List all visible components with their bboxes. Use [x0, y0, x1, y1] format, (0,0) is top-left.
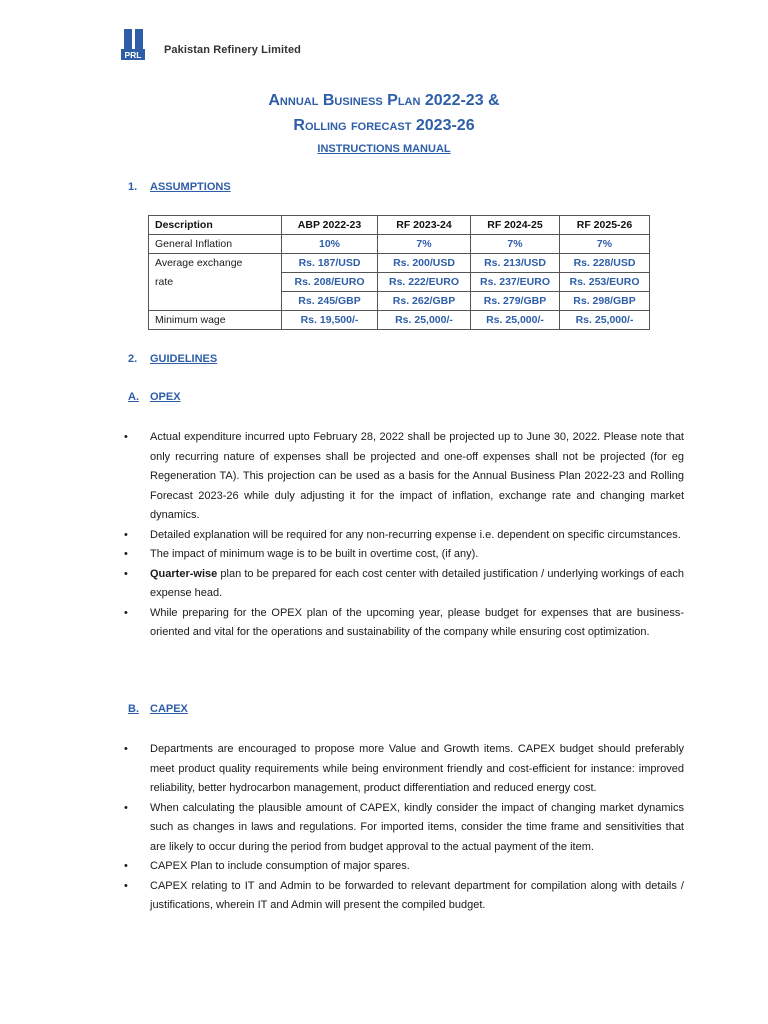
- subsection-label: OPEX: [150, 391, 181, 403]
- table-row: [149, 235, 650, 254]
- list-item: • While preparing for the OPEX plan of the upcoming year, please budget for expenses that are business-oriented and vital for the operations and sustainability of the company while ensuring cost optimization.: [124, 604, 684, 643]
- list-item: • CAPEX relating to IT and Admin to be forwarded to relevant department for compilation along with details / justifications, wherein IT and Admin will present the compiled budget.: [124, 877, 684, 916]
- header-cell: RF 2024-25: [471, 216, 560, 235]
- table-cell: 7%: [378, 235, 471, 254]
- table-cell: Rs. 25,000/-: [378, 311, 471, 330]
- title-line1: Annual Business Plan 2022-23 &: [268, 92, 500, 109]
- company-name: Pakistan Refinery Limited: [164, 44, 301, 56]
- table-cell: Rs. 262/GBP: [378, 292, 471, 311]
- table-cell: Rs. 25,000/-: [471, 311, 560, 330]
- svg-text:PRL: PRL: [124, 50, 142, 60]
- table-cell: Rs. 253/EURO: [560, 273, 650, 292]
- subsection-letter: A.: [128, 391, 139, 403]
- table-cell: 10%: [282, 235, 378, 254]
- table-cell: Rs. 208/EURO: [282, 273, 378, 292]
- table-cell: 7%: [560, 235, 650, 254]
- subtitle: INSTRUCTIONS MANUAL: [317, 143, 451, 155]
- opex-list: [124, 428, 684, 643]
- table-cell: Rs. 213/USD: [471, 254, 560, 273]
- row-label: rate: [149, 273, 282, 292]
- table-row: [149, 254, 650, 273]
- subsection-capex: [128, 703, 188, 715]
- prl-logo: [119, 27, 147, 61]
- list-item: • When calculating the plausible amount of CAPEX, kindly consider the impact of changing market dynamics such as changes in laws and regulations. For imported items, consider the time frame and sensitivities that are likely to occur during the period from budget approval to the actual payment of the item.: [124, 799, 684, 858]
- list-item: • Actual expenditure incurred upto February 28, 2022 shall be projected up to June 30, 2022. Please note that only recurring nature of expenses shall be projected and one-off expenses shall not be projected (for eg Regeneration TA). This projection can be used as a basis for the Annual Business Plan 2022-23 and Rolling Forecast 2023-26 while duly adjusting it for the impact of inflation, exchange rate and changing market dynamics.: [124, 428, 684, 526]
- section-assumptions: [128, 181, 231, 193]
- row-label: Minimum wage: [149, 311, 282, 330]
- list-item: • CAPEX Plan to include consumption of major spares.: [124, 857, 684, 877]
- prl-logo-icon: [119, 27, 147, 61]
- header-cell: RF 2025-26: [560, 216, 650, 235]
- table-cell: Rs. 200/USD: [378, 254, 471, 273]
- title-line2: Rolling forecast 2023-26: [293, 117, 475, 134]
- section-label: GUIDELINES: [150, 353, 218, 365]
- section-number: 1.: [128, 181, 138, 193]
- table-cell: Rs. 19,500/-: [282, 311, 378, 330]
- list-item-text: plan to be prepared for each cost center with detailed justification / underlying workings of each expense head.: [150, 567, 684, 599]
- table-row: [149, 311, 650, 330]
- section-label: ASSUMPTIONS: [150, 181, 231, 193]
- table-header-row: [149, 216, 650, 235]
- row-label: General Inflation: [149, 235, 282, 254]
- row-label: Average exchange: [149, 254, 282, 273]
- table-cell: Rs. 245/GBP: [282, 292, 378, 311]
- header-cell: ABP 2022-23: [282, 216, 378, 235]
- table-cell: Rs. 237/EURO: [471, 273, 560, 292]
- assumptions-table: [148, 215, 650, 330]
- list-item: • Departments are encouraged to propose more Value and Growth items. CAPEX budget should preferably meet product quality requirements while being environment friendly and cost-efficient for instance: improved reliability, better hydrocarbon management, product differentiation and reduced energy cost.: [124, 740, 684, 799]
- table-cell: Rs. 228/USD: [560, 254, 650, 273]
- table-cell: Rs. 187/USD: [282, 254, 378, 273]
- list-item: • Detailed explanation will be required for any non-recurring expense i.e. dependent on specific circumstances.: [124, 526, 684, 546]
- table-row: [149, 273, 650, 292]
- table-cell: Rs. 222/EURO: [378, 273, 471, 292]
- header-cell: RF 2023-24: [378, 216, 471, 235]
- row-label-empty: [149, 292, 282, 311]
- table-cell: Rs. 298/GBP: [560, 292, 650, 311]
- section-number: 2.: [128, 353, 138, 365]
- table-cell: 7%: [471, 235, 560, 254]
- section-guidelines: [128, 353, 217, 365]
- table-cell: Rs. 279/GBP: [471, 292, 560, 311]
- capex-list: [124, 740, 684, 916]
- emphasis-text: Quarter-wise: [150, 567, 218, 580]
- table-cell: Rs. 25,000/-: [560, 311, 650, 330]
- header-cell: Description: [149, 216, 282, 235]
- subsection-label: CAPEX: [150, 703, 188, 715]
- subsection-opex: [128, 391, 181, 403]
- list-item: [124, 565, 684, 604]
- list-item: • The impact of minimum wage is to be built in overtime cost, (if any).: [124, 545, 684, 565]
- subsection-letter: B.: [128, 703, 139, 715]
- table-row: [149, 292, 650, 311]
